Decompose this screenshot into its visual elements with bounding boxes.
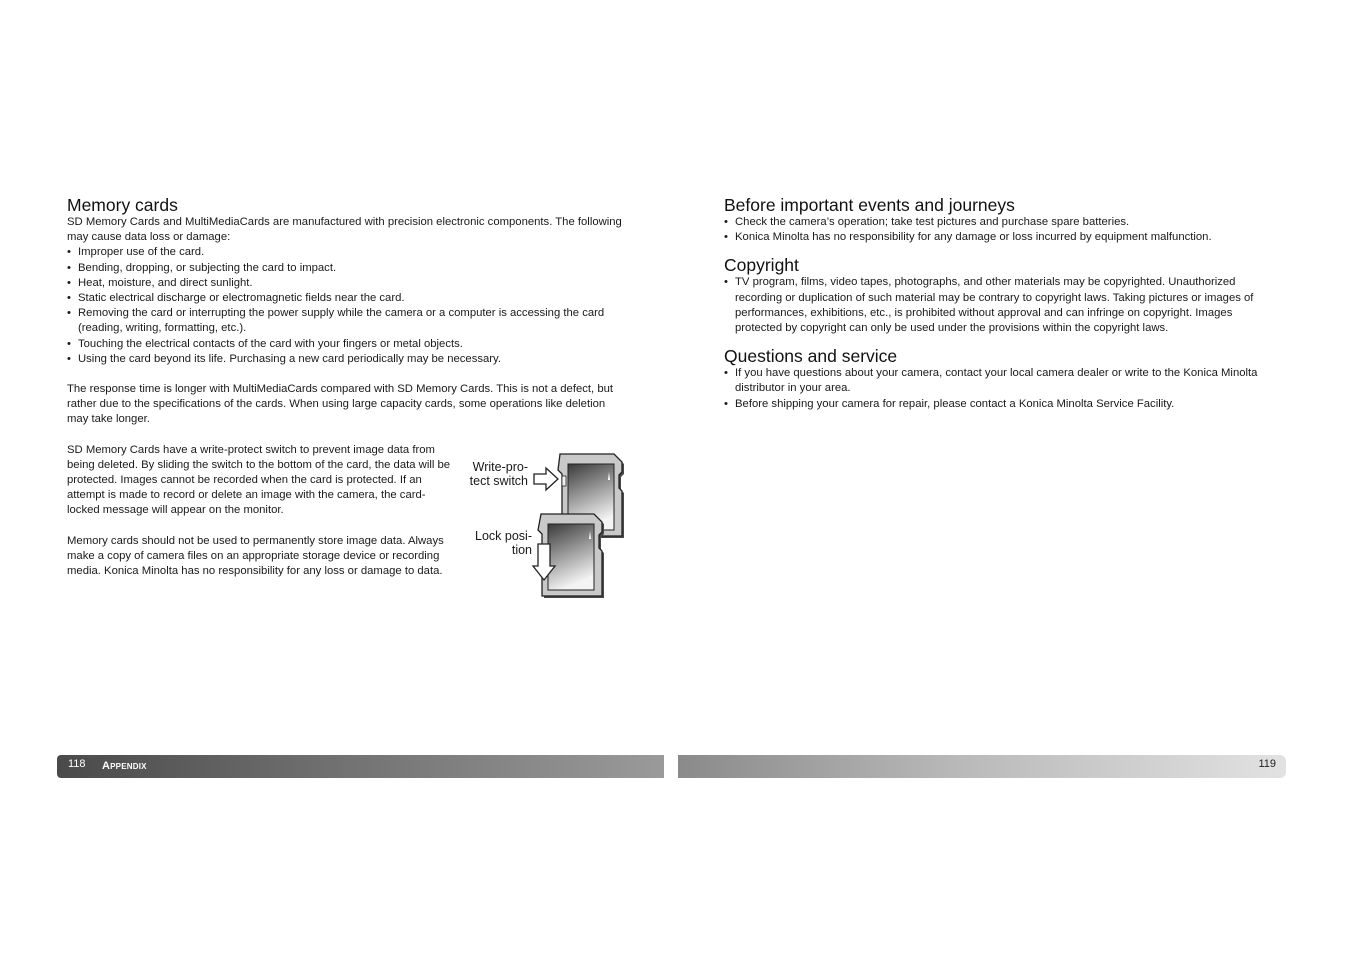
- events-list: [724, 215, 1280, 245]
- list-item: • Heat, moisture, and direct sunlight.: [67, 276, 627, 291]
- service-heading: Questions and service: [724, 346, 898, 367]
- sd-card-diagram: [458, 452, 628, 602]
- storage-note-paragraph: Memory cards should not be used to permanently store image data. Always make a copy of camera files on an appropriate storage device or recording media. Konica Minolta has no responsibility for any loss or damage to data.: [67, 534, 444, 578]
- list-item: • Static electrical discharge or electromagnetic fields near the card.: [67, 291, 627, 306]
- write-protect-label-line2: tect switch: [469, 474, 528, 488]
- memory-cards-heading: Memory cards: [67, 195, 178, 215]
- memory-cards-intro: SD Memory Cards and MultiMediaCards are manufactured with precision electronic components. The following may cause data loss or damage:: [67, 216, 622, 244]
- page-number-right: 119: [1258, 758, 1276, 770]
- list-item: • TV program, films, video tapes, photographs, and other materials may be copyrighted. Unauthorized recording or duplication of such material may be contrary to copyright laws. Taking pictures or images of performances, exhibitions, etc., is prohibited without approval and can infringe on copyright. Images protected by copyright can only be used under the provisions within the copyright laws.: [724, 275, 1280, 336]
- list-item: • Removing the card or interrupting the power supply while the camera or a computer is accessing the card (reading, writing, formatting, etc.).: [67, 306, 627, 336]
- footer-left-bar: [57, 755, 664, 778]
- write-protect-paragraph: SD Memory Cards have a write-protect switch to prevent image data from being deleted. By sliding the switch to the bottom of the card, the data will be protected. Images cannot be recorded when the card is protected. If an attempt is made to record or delete an image with the camera, the card-locked message will appear on the monitor.: [67, 443, 451, 517]
- copyright-heading: Copyright: [724, 255, 799, 276]
- list-item: • Using the card beyond its life. Purchasing a new card periodically may be necessary.: [67, 352, 627, 367]
- page-number-left: 118: [68, 758, 86, 770]
- list-item: • Touching the electrical contacts of the card with your fingers or metal objects.: [67, 337, 627, 352]
- section-title: Appendix: [102, 760, 147, 772]
- write-protect-label-line1: Write-pro-: [472, 460, 528, 474]
- footer-right-bar: [678, 755, 1286, 778]
- arrow-right-icon: [534, 468, 558, 490]
- sd-card-illustration: [458, 452, 628, 602]
- damage-causes-list: [67, 245, 627, 367]
- list-item: • Before shipping your camera for repair, please contact a Konica Minolta Service Facility.: [724, 397, 1280, 412]
- list-item: • Improper use of the card.: [67, 245, 627, 260]
- response-time-paragraph: The response time is longer with MultiMediaCards compared with SD Memory Cards. This is not a defect, but rather due to the specifications of the cards. When using large capacity cards, some operations like deletion may take longer.: [67, 383, 614, 426]
- list-item: • If you have questions about your camera, contact your local camera dealer or write to the Konica Minolta distributor in your area.: [724, 366, 1280, 396]
- lock-position-label-line1: Lock posi-: [475, 529, 532, 543]
- lock-position-label-line2: tion: [511, 543, 532, 557]
- list-item: • Bending, dropping, or subjecting the card to impact.: [67, 261, 627, 276]
- right-page-content: [724, 195, 1280, 412]
- service-list: [724, 366, 1280, 412]
- copyright-list: [724, 275, 1280, 336]
- list-item: • Check the camera’s operation; take test pictures and purchase spare batteries.: [724, 215, 1280, 230]
- list-item: • Konica Minolta has no responsibility for any damage or loss incurred by equipment malfunction.: [724, 230, 1280, 245]
- events-heading: Before important events and journeys: [724, 195, 1015, 215]
